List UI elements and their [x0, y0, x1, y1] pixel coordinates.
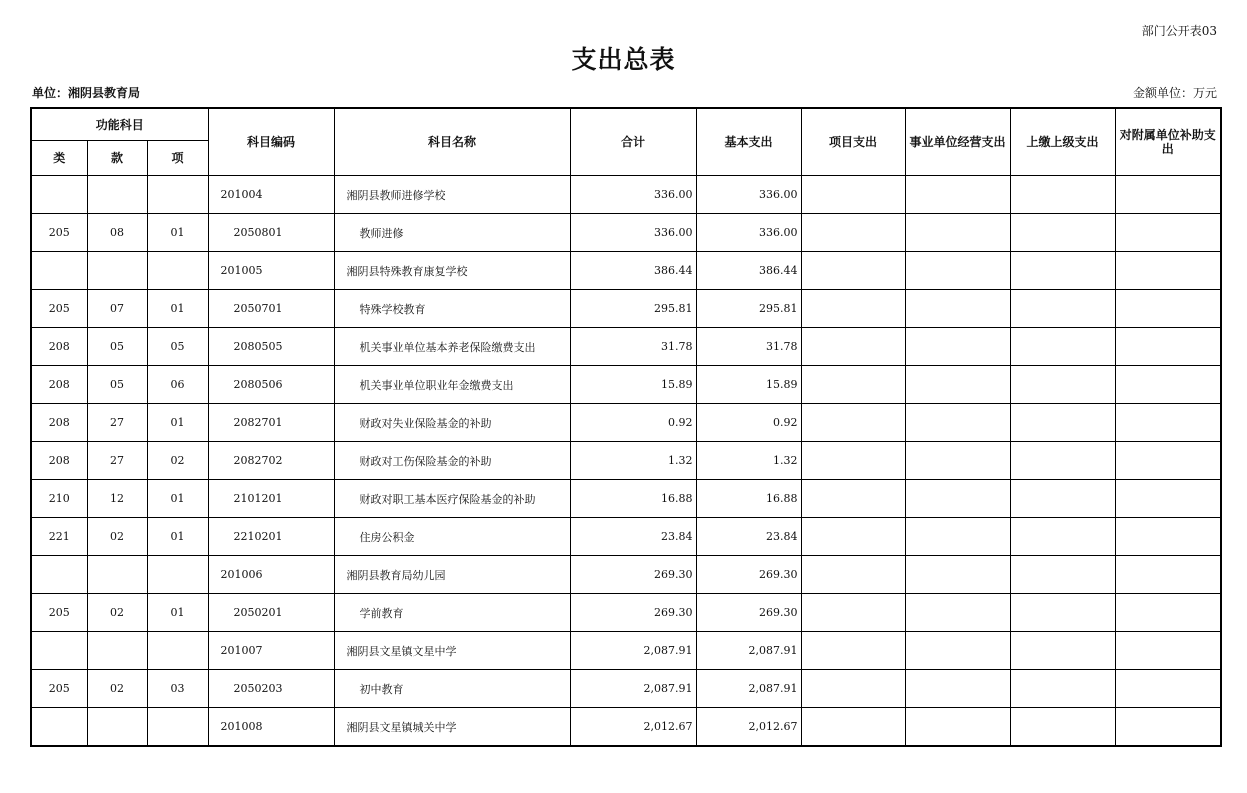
table-row [31, 670, 1221, 708]
table-row [31, 442, 1221, 480]
cell-kuan: 12 [87, 480, 147, 518]
cell-upper [1010, 404, 1115, 442]
cell-lei [31, 252, 87, 290]
cell-project [801, 556, 905, 594]
table-row [31, 518, 1221, 556]
cell-code: 201004 [208, 176, 334, 214]
cell-xiang: 02 [147, 442, 208, 480]
cell-upper [1010, 708, 1115, 747]
cell-total: 0.92 [570, 404, 696, 442]
cell-kuan: 02 [87, 518, 147, 556]
table-row [31, 556, 1221, 594]
cell-name: 学前教育 [334, 594, 570, 632]
cell-code: 201007 [208, 632, 334, 670]
cell-lei: 208 [31, 366, 87, 404]
cell-total: 31.78 [570, 328, 696, 366]
cell-code: 201006 [208, 556, 334, 594]
cell-basic: 16.88 [696, 480, 801, 518]
cell-name: 住房公积金 [334, 518, 570, 556]
cell-upper [1010, 632, 1115, 670]
cell-total: 16.88 [570, 480, 696, 518]
cell-subsidy [1115, 290, 1221, 328]
cell-xiang: 06 [147, 366, 208, 404]
cell-kuan [87, 556, 147, 594]
cell-project [801, 214, 905, 252]
cell-kuan: 08 [87, 214, 147, 252]
cell-basic: 336.00 [696, 176, 801, 214]
cell-upper [1010, 442, 1115, 480]
cell-upper [1010, 556, 1115, 594]
cell-subsidy [1115, 176, 1221, 214]
cell-name: 财政对职工基本医疗保险基金的补助 [334, 480, 570, 518]
cell-basic: 15.89 [696, 366, 801, 404]
cell-basic: 0.92 [696, 404, 801, 442]
cell-business [905, 404, 1010, 442]
cell-kuan: 02 [87, 594, 147, 632]
cell-name: 湘阴县文星镇文星中学 [334, 632, 570, 670]
cell-subsidy [1115, 252, 1221, 290]
cell-name: 教师进修 [334, 214, 570, 252]
cell-name: 财政对工伤保险基金的补助 [334, 442, 570, 480]
cell-subsidy [1115, 328, 1221, 366]
cell-total: 336.00 [570, 176, 696, 214]
cell-subsidy [1115, 632, 1221, 670]
cell-basic: 269.30 [696, 556, 801, 594]
cell-upper [1010, 366, 1115, 404]
cell-basic: 295.81 [696, 290, 801, 328]
cell-upper [1010, 594, 1115, 632]
table-row [31, 366, 1221, 404]
cell-basic: 2,012.67 [696, 708, 801, 747]
cell-total: 269.30 [570, 556, 696, 594]
cell-upper [1010, 480, 1115, 518]
cell-xiang: 01 [147, 480, 208, 518]
cell-xiang: 01 [147, 518, 208, 556]
cell-lei [31, 556, 87, 594]
cell-xiang: 05 [147, 328, 208, 366]
cell-kuan: 27 [87, 404, 147, 442]
cell-upper [1010, 214, 1115, 252]
cell-subsidy [1115, 442, 1221, 480]
cell-code: 201008 [208, 708, 334, 747]
cell-project [801, 366, 905, 404]
cell-xiang: 01 [147, 290, 208, 328]
header-xiang: 项 [147, 141, 208, 176]
cell-business [905, 480, 1010, 518]
table-row [31, 328, 1221, 366]
header-upper: 上缴上级支出 [1010, 108, 1115, 176]
cell-lei: 208 [31, 404, 87, 442]
cell-xiang [147, 632, 208, 670]
cell-business [905, 442, 1010, 480]
cell-basic: 2,087.91 [696, 670, 801, 708]
page-title: 支出总表 [571, 45, 676, 74]
cell-xiang [147, 556, 208, 594]
cell-basic: 336.00 [696, 214, 801, 252]
cell-kuan [87, 708, 147, 747]
cell-code: 201005 [208, 252, 334, 290]
header-name: 科目名称 [334, 108, 570, 176]
cell-upper [1010, 252, 1115, 290]
cell-business [905, 290, 1010, 328]
cell-business [905, 328, 1010, 366]
cell-xiang [147, 708, 208, 747]
cell-total: 336.00 [570, 214, 696, 252]
cell-business [905, 518, 1010, 556]
cell-subsidy [1115, 480, 1221, 518]
cell-project [801, 290, 905, 328]
cell-code: 2050701 [208, 290, 334, 328]
cell-code: 2050801 [208, 214, 334, 252]
cell-business [905, 252, 1010, 290]
cell-business [905, 632, 1010, 670]
cell-upper [1010, 290, 1115, 328]
cell-subsidy [1115, 214, 1221, 252]
cell-kuan: 05 [87, 366, 147, 404]
cell-code: 2210201 [208, 518, 334, 556]
cell-subsidy [1115, 366, 1221, 404]
cell-kuan [87, 176, 147, 214]
cell-kuan: 02 [87, 670, 147, 708]
table-row [31, 480, 1221, 518]
cell-xiang: 01 [147, 594, 208, 632]
cell-total: 2,087.91 [570, 670, 696, 708]
cell-basic: 269.30 [696, 594, 801, 632]
amount-unit-label: 金额单位：万元 [1132, 86, 1217, 100]
cell-total: 23.84 [570, 518, 696, 556]
header-basic: 基本支出 [696, 108, 801, 176]
cell-project [801, 518, 905, 556]
cell-xiang: 01 [147, 404, 208, 442]
cell-name: 特殊学校教育 [334, 290, 570, 328]
cell-project [801, 404, 905, 442]
cell-business [905, 670, 1010, 708]
header-kuan: 款 [87, 141, 147, 176]
cell-code: 2101201 [208, 480, 334, 518]
cell-project [801, 252, 905, 290]
cell-kuan [87, 252, 147, 290]
form-number: 部门公开表03 [1141, 24, 1217, 38]
cell-lei [31, 176, 87, 214]
header-code: 科目编码 [208, 108, 334, 176]
cell-xiang [147, 176, 208, 214]
cell-lei: 221 [31, 518, 87, 556]
cell-kuan: 07 [87, 290, 147, 328]
header-business: 事业单位经营支出 [905, 108, 1010, 176]
cell-business [905, 708, 1010, 747]
cell-kuan: 05 [87, 328, 147, 366]
cell-xiang [147, 252, 208, 290]
header-func-group: 功能科目 [31, 108, 208, 141]
cell-basic: 2,087.91 [696, 632, 801, 670]
cell-lei: 205 [31, 214, 87, 252]
cell-total: 2,087.91 [570, 632, 696, 670]
table-row [31, 214, 1221, 252]
expenditure-table [30, 107, 1222, 747]
cell-code: 2080505 [208, 328, 334, 366]
table-row [31, 176, 1221, 214]
cell-lei: 208 [31, 442, 87, 480]
header-project: 项目支出 [801, 108, 905, 176]
header-subsidy: 对附属单位补助支出 [1115, 108, 1221, 176]
cell-subsidy [1115, 518, 1221, 556]
cell-name: 湘阴县特殊教育康复学校 [334, 252, 570, 290]
table-row [31, 632, 1221, 670]
cell-total: 295.81 [570, 290, 696, 328]
cell-name: 湘阴县教育局幼儿园 [334, 556, 570, 594]
cell-upper [1010, 176, 1115, 214]
cell-name: 初中教育 [334, 670, 570, 708]
cell-name: 财政对失业保险基金的补助 [334, 404, 570, 442]
cell-basic: 1.32 [696, 442, 801, 480]
cell-lei: 210 [31, 480, 87, 518]
cell-total: 269.30 [570, 594, 696, 632]
cell-project [801, 594, 905, 632]
cell-total: 15.89 [570, 366, 696, 404]
header-total: 合计 [570, 108, 696, 176]
cell-total: 1.32 [570, 442, 696, 480]
cell-project [801, 632, 905, 670]
cell-lei: 205 [31, 290, 87, 328]
cell-business [905, 176, 1010, 214]
table-row [31, 252, 1221, 290]
cell-business [905, 594, 1010, 632]
cell-business [905, 214, 1010, 252]
cell-name: 机关事业单位基本养老保险缴费支出 [334, 328, 570, 366]
cell-basic: 31.78 [696, 328, 801, 366]
cell-project [801, 670, 905, 708]
cell-lei [31, 708, 87, 747]
cell-upper [1010, 518, 1115, 556]
cell-project [801, 708, 905, 747]
cell-subsidy [1115, 556, 1221, 594]
cell-project [801, 176, 905, 214]
cell-name: 机关事业单位职业年金缴费支出 [334, 366, 570, 404]
cell-name: 湘阴县教师进修学校 [334, 176, 570, 214]
cell-code: 2082701 [208, 404, 334, 442]
cell-code: 2050203 [208, 670, 334, 708]
table-row [31, 708, 1221, 747]
cell-business [905, 366, 1010, 404]
cell-kuan [87, 632, 147, 670]
cell-project [801, 442, 905, 480]
cell-upper [1010, 328, 1115, 366]
table-row [31, 404, 1221, 442]
cell-kuan: 27 [87, 442, 147, 480]
cell-project [801, 328, 905, 366]
cell-code: 2080506 [208, 366, 334, 404]
cell-xiang: 03 [147, 670, 208, 708]
cell-lei: 205 [31, 670, 87, 708]
cell-total: 386.44 [570, 252, 696, 290]
cell-subsidy [1115, 670, 1221, 708]
cell-basic: 23.84 [696, 518, 801, 556]
cell-subsidy [1115, 404, 1221, 442]
table-body [31, 176, 1221, 747]
table-row [31, 594, 1221, 632]
cell-xiang: 01 [147, 214, 208, 252]
cell-subsidy [1115, 708, 1221, 747]
cell-business [905, 556, 1010, 594]
cell-upper [1010, 670, 1115, 708]
cell-lei [31, 632, 87, 670]
cell-total: 2,012.67 [570, 708, 696, 747]
table-row [31, 290, 1221, 328]
unit-label: 单位：湘阴县教育局 [32, 86, 141, 100]
header-lei: 类 [31, 141, 87, 176]
cell-lei: 208 [31, 328, 87, 366]
cell-lei: 205 [31, 594, 87, 632]
cell-basic: 386.44 [696, 252, 801, 290]
cell-project [801, 480, 905, 518]
cell-code: 2082702 [208, 442, 334, 480]
cell-subsidy [1115, 594, 1221, 632]
cell-code: 2050201 [208, 594, 334, 632]
cell-name: 湘阴县文星镇城关中学 [334, 708, 570, 747]
